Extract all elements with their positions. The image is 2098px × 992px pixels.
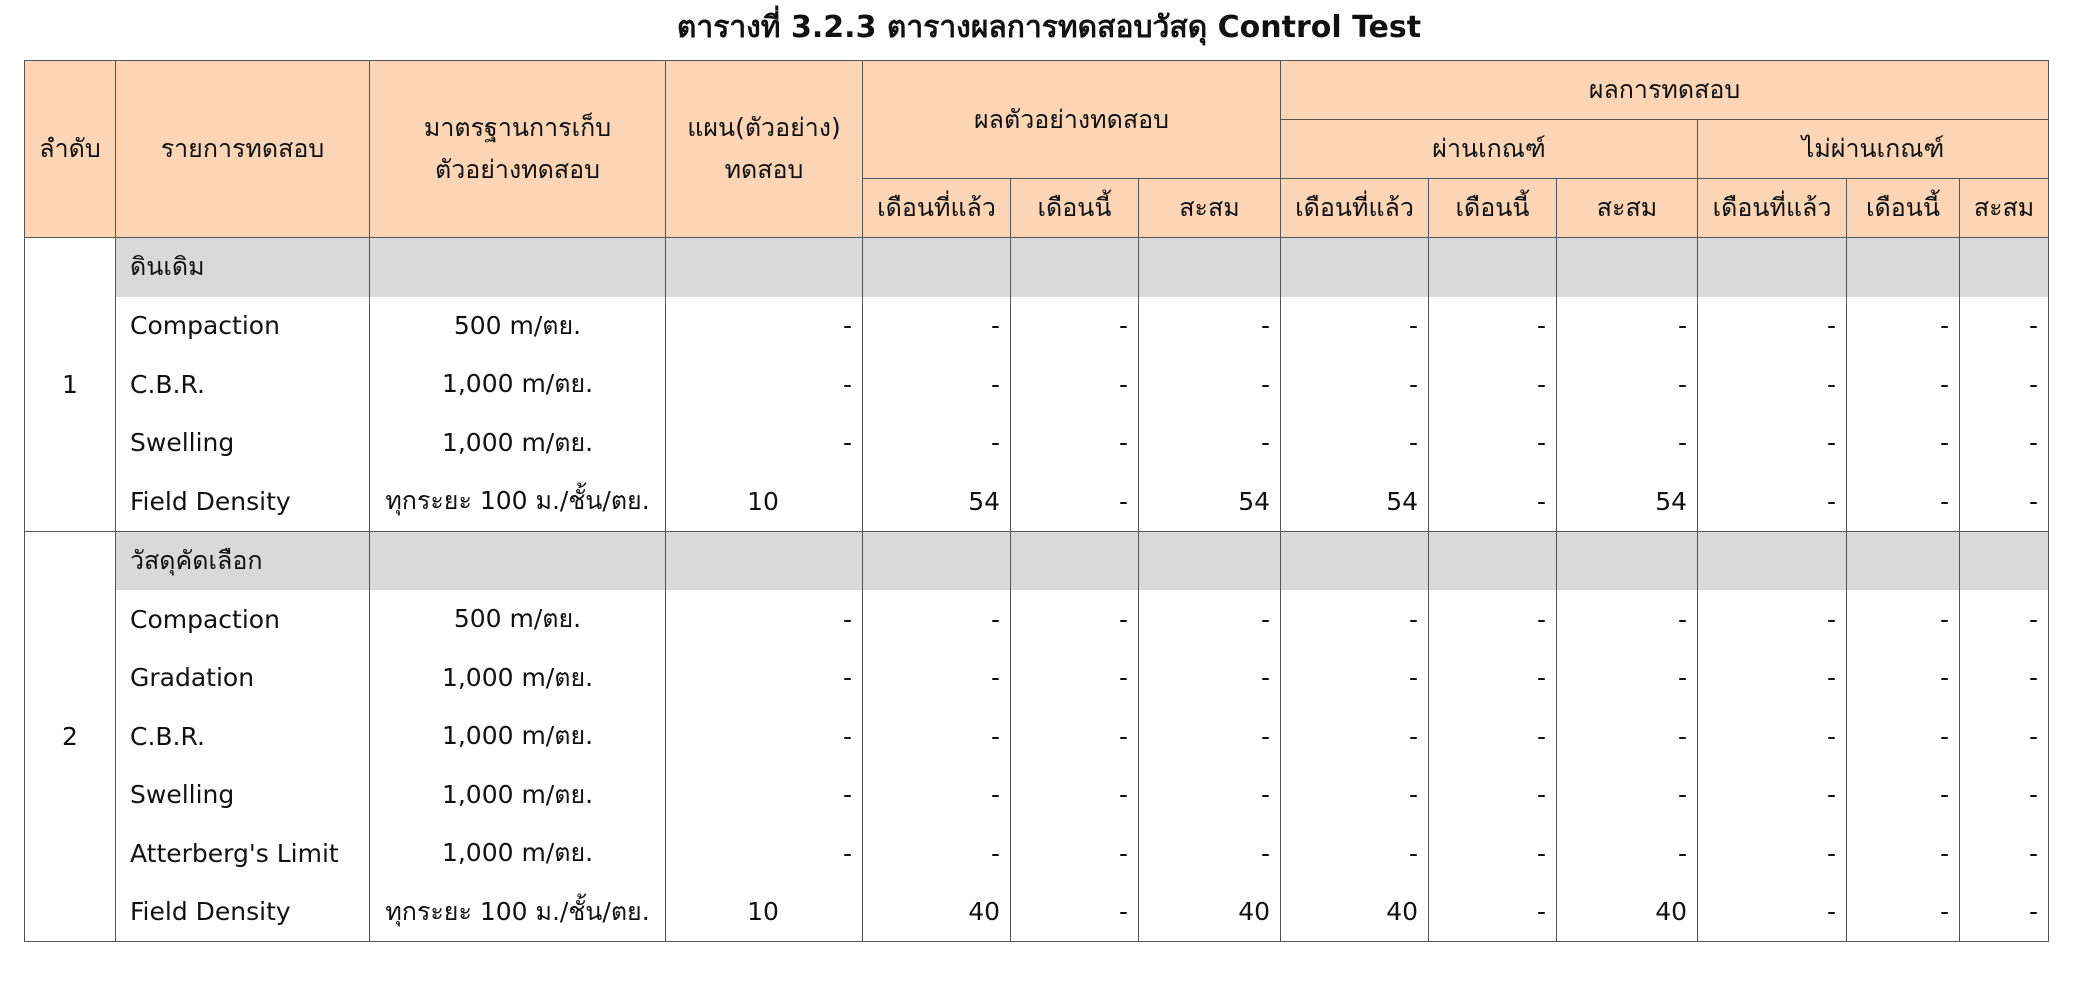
category-row	[25, 531, 2049, 590]
subheader-samples-cumulative: สะสม	[1139, 179, 1281, 238]
value-cell: 54	[1139, 472, 1281, 531]
value-cell: -	[863, 824, 1011, 883]
value-cell: -	[1960, 766, 2049, 825]
subheader-pass-this-month: เดือนนี้	[1429, 179, 1557, 238]
value-cell: -	[1281, 707, 1429, 766]
header-plan-text: แผน(ตัวอย่าง) ทดสอบ	[687, 113, 841, 184]
subheader-pass-cumulative: สะสม	[1557, 179, 1698, 238]
plan-value: -	[666, 414, 863, 473]
header-results: ผลการทดสอบ	[1281, 61, 2049, 120]
category-label: ดินเดิม	[116, 238, 370, 297]
value-cell: -	[1011, 766, 1139, 825]
value-cell: 40	[1557, 883, 1698, 942]
value-cell: -	[1557, 590, 1698, 649]
category-cell	[370, 238, 666, 297]
value-cell: -	[1429, 649, 1557, 708]
value-cell: -	[1698, 297, 1847, 356]
category-cell	[1698, 531, 1847, 590]
header-fail: ไม่ผ่านเกณฑ์	[1698, 120, 2049, 179]
value-cell: -	[1139, 355, 1281, 414]
plan-value: 10	[666, 883, 863, 942]
value-cell: -	[1011, 824, 1139, 883]
category-cell	[1557, 238, 1698, 297]
value-cell: -	[1139, 824, 1281, 883]
sampling-standard: 1,000 m/ตย.	[370, 766, 666, 825]
table-title: ตารางที่ 3.2.3 ตารางผลการทดสอบวัสดุ Control Test	[676, 10, 1422, 45]
value-cell: -	[1847, 355, 1960, 414]
control-test-table	[24, 60, 2049, 942]
plan-value: -	[666, 355, 863, 414]
sampling-standard: ทุกระยะ 100 ม./ชั้น/ตย.	[370, 883, 666, 942]
header-no: ลำดับ	[25, 61, 116, 238]
value-cell: -	[1429, 355, 1557, 414]
plan-value: -	[666, 824, 863, 883]
table-row	[25, 297, 2049, 356]
subheader-samples-this-month: เดือนนี้	[1011, 179, 1139, 238]
category-cell	[1557, 531, 1698, 590]
value-cell: -	[1557, 707, 1698, 766]
value-cell: -	[1847, 824, 1960, 883]
category-cell	[1429, 531, 1557, 590]
value-cell: -	[863, 707, 1011, 766]
value-cell: -	[1011, 297, 1139, 356]
category-cell	[1847, 238, 1960, 297]
value-cell: -	[1557, 766, 1698, 825]
category-cell	[1139, 531, 1281, 590]
sampling-standard: 500 m/ตย.	[370, 590, 666, 649]
header-standard	[370, 61, 666, 238]
table-row	[25, 414, 2049, 473]
value-cell: -	[1960, 297, 2049, 356]
value-cell: -	[1847, 883, 1960, 942]
subheader-fail-cumulative: สะสม	[1960, 179, 2049, 238]
plan-value: -	[666, 649, 863, 708]
value-cell: -	[1281, 414, 1429, 473]
category-row	[25, 238, 2049, 297]
table-row	[25, 355, 2049, 414]
value-cell: -	[1011, 472, 1139, 531]
table-row	[25, 707, 2049, 766]
category-cell	[1698, 238, 1847, 297]
value-cell: -	[1960, 355, 2049, 414]
value-cell: -	[1847, 707, 1960, 766]
plan-value: 10	[666, 472, 863, 531]
value-cell: -	[1281, 297, 1429, 356]
sampling-standard: 1,000 m/ตย.	[370, 824, 666, 883]
value-cell: -	[1557, 824, 1698, 883]
value-cell: -	[1960, 649, 2049, 708]
sampling-standard: 500 m/ตย.	[370, 297, 666, 356]
value-cell: -	[1960, 472, 2049, 531]
value-cell: -	[1698, 649, 1847, 708]
subheader-fail-last-month: เดือนที่แล้ว	[1698, 179, 1847, 238]
value-cell: -	[1698, 883, 1847, 942]
value-cell: -	[863, 355, 1011, 414]
table-row	[25, 590, 2049, 649]
header-pass: ผ่านเกณฑ์	[1281, 120, 1698, 179]
sampling-standard: 1,000 m/ตย.	[370, 649, 666, 708]
plan-value: -	[666, 766, 863, 825]
plan-value: -	[666, 590, 863, 649]
value-cell: -	[1139, 590, 1281, 649]
value-cell: -	[1698, 414, 1847, 473]
value-cell: -	[1281, 766, 1429, 825]
header-samples: ผลตัวอย่างทดสอบ	[863, 61, 1281, 179]
value-cell: -	[1011, 355, 1139, 414]
category-cell	[1960, 238, 2049, 297]
value-cell: -	[1960, 590, 2049, 649]
value-cell: -	[1557, 355, 1698, 414]
table-body	[25, 238, 2049, 942]
value-cell: -	[863, 590, 1011, 649]
category-cell	[1281, 238, 1429, 297]
value-cell: -	[1281, 590, 1429, 649]
subheader-samples-last-month: เดือนที่แล้ว	[863, 179, 1011, 238]
value-cell: -	[1698, 707, 1847, 766]
category-cell	[1281, 531, 1429, 590]
category-cell	[1429, 238, 1557, 297]
value-cell: -	[1011, 414, 1139, 473]
category-label: วัสดุคัดเลือก	[116, 531, 370, 590]
category-cell	[666, 531, 863, 590]
table-row	[25, 883, 2049, 942]
category-cell	[1847, 531, 1960, 590]
value-cell: -	[1847, 472, 1960, 531]
value-cell: -	[1847, 649, 1960, 708]
value-cell: 40	[1139, 883, 1281, 942]
test-item: Field Density	[116, 883, 370, 942]
sampling-standard: ทุกระยะ 100 ม./ชั้น/ตย.	[370, 472, 666, 531]
value-cell: -	[1847, 297, 1960, 356]
value-cell: -	[1557, 297, 1698, 356]
category-cell	[1011, 531, 1139, 590]
sampling-standard: 1,000 m/ตย.	[370, 707, 666, 766]
value-cell: -	[1698, 590, 1847, 649]
test-item: Field Density	[116, 472, 370, 531]
subheader-fail-this-month: เดือนนี้	[1847, 179, 1960, 238]
value-cell: -	[1429, 707, 1557, 766]
header-standard-text: มาตรฐานการเก็บ ตัวอย่างทดสอบ	[423, 113, 612, 184]
value-cell: 54	[863, 472, 1011, 531]
category-cell	[1011, 238, 1139, 297]
value-cell: -	[1011, 590, 1139, 649]
value-cell: -	[1698, 355, 1847, 414]
value-cell: -	[1429, 414, 1557, 473]
test-item: C.B.R.	[116, 707, 370, 766]
value-cell: -	[1698, 766, 1847, 825]
header-plan	[666, 61, 863, 238]
table-row	[25, 649, 2049, 708]
value-cell: -	[1281, 824, 1429, 883]
value-cell: -	[1011, 649, 1139, 708]
category-cell	[666, 238, 863, 297]
value-cell: 40	[1281, 883, 1429, 942]
value-cell: -	[1429, 766, 1557, 825]
value-cell: -	[1847, 590, 1960, 649]
category-cell	[370, 531, 666, 590]
group-number: 2	[25, 531, 116, 942]
test-item: C.B.R.	[116, 355, 370, 414]
test-item: Swelling	[116, 414, 370, 473]
test-item: Gradation	[116, 649, 370, 708]
group-number: 1	[25, 238, 116, 532]
test-item: Swelling	[116, 766, 370, 825]
header-item: รายการทดสอบ	[116, 61, 370, 238]
value-cell: -	[1960, 414, 2049, 473]
sampling-standard: 1,000 m/ตย.	[370, 355, 666, 414]
test-item: Compaction	[116, 590, 370, 649]
value-cell: 54	[1281, 472, 1429, 531]
value-cell: -	[1139, 649, 1281, 708]
value-cell: -	[1429, 472, 1557, 531]
value-cell: -	[1429, 590, 1557, 649]
plan-value: -	[666, 707, 863, 766]
value-cell: -	[863, 414, 1011, 473]
value-cell: -	[1281, 355, 1429, 414]
value-cell: -	[1429, 883, 1557, 942]
value-cell: -	[1429, 824, 1557, 883]
table-row	[25, 824, 2049, 883]
value-cell: -	[863, 297, 1011, 356]
value-cell: -	[1281, 649, 1429, 708]
value-cell: -	[1557, 414, 1698, 473]
subheader-pass-last-month: เดือนที่แล้ว	[1281, 179, 1429, 238]
value-cell: -	[1139, 414, 1281, 473]
table-row	[25, 766, 2049, 825]
value-cell: -	[1960, 824, 2049, 883]
category-cell	[1139, 238, 1281, 297]
value-cell: -	[1429, 297, 1557, 356]
table-header	[25, 61, 2049, 238]
value-cell: -	[1847, 414, 1960, 473]
value-cell: -	[863, 649, 1011, 708]
value-cell: -	[1847, 766, 1960, 825]
value-cell: 40	[863, 883, 1011, 942]
value-cell: 54	[1557, 472, 1698, 531]
plan-value: -	[666, 297, 863, 356]
category-cell	[863, 238, 1011, 297]
value-cell: -	[1960, 883, 2049, 942]
test-item: Compaction	[116, 297, 370, 356]
value-cell: -	[863, 766, 1011, 825]
value-cell: -	[1139, 766, 1281, 825]
value-cell: -	[1698, 824, 1847, 883]
category-cell	[1960, 531, 2049, 590]
value-cell: -	[1011, 883, 1139, 942]
sampling-standard: 1,000 m/ตย.	[370, 414, 666, 473]
value-cell: -	[1139, 707, 1281, 766]
value-cell: -	[1960, 707, 2049, 766]
value-cell: -	[1557, 649, 1698, 708]
value-cell: -	[1011, 707, 1139, 766]
category-cell	[863, 531, 1011, 590]
value-cell: -	[1698, 472, 1847, 531]
test-item: Atterberg's Limit	[116, 824, 370, 883]
table-row	[25, 472, 2049, 531]
value-cell: -	[1139, 297, 1281, 356]
